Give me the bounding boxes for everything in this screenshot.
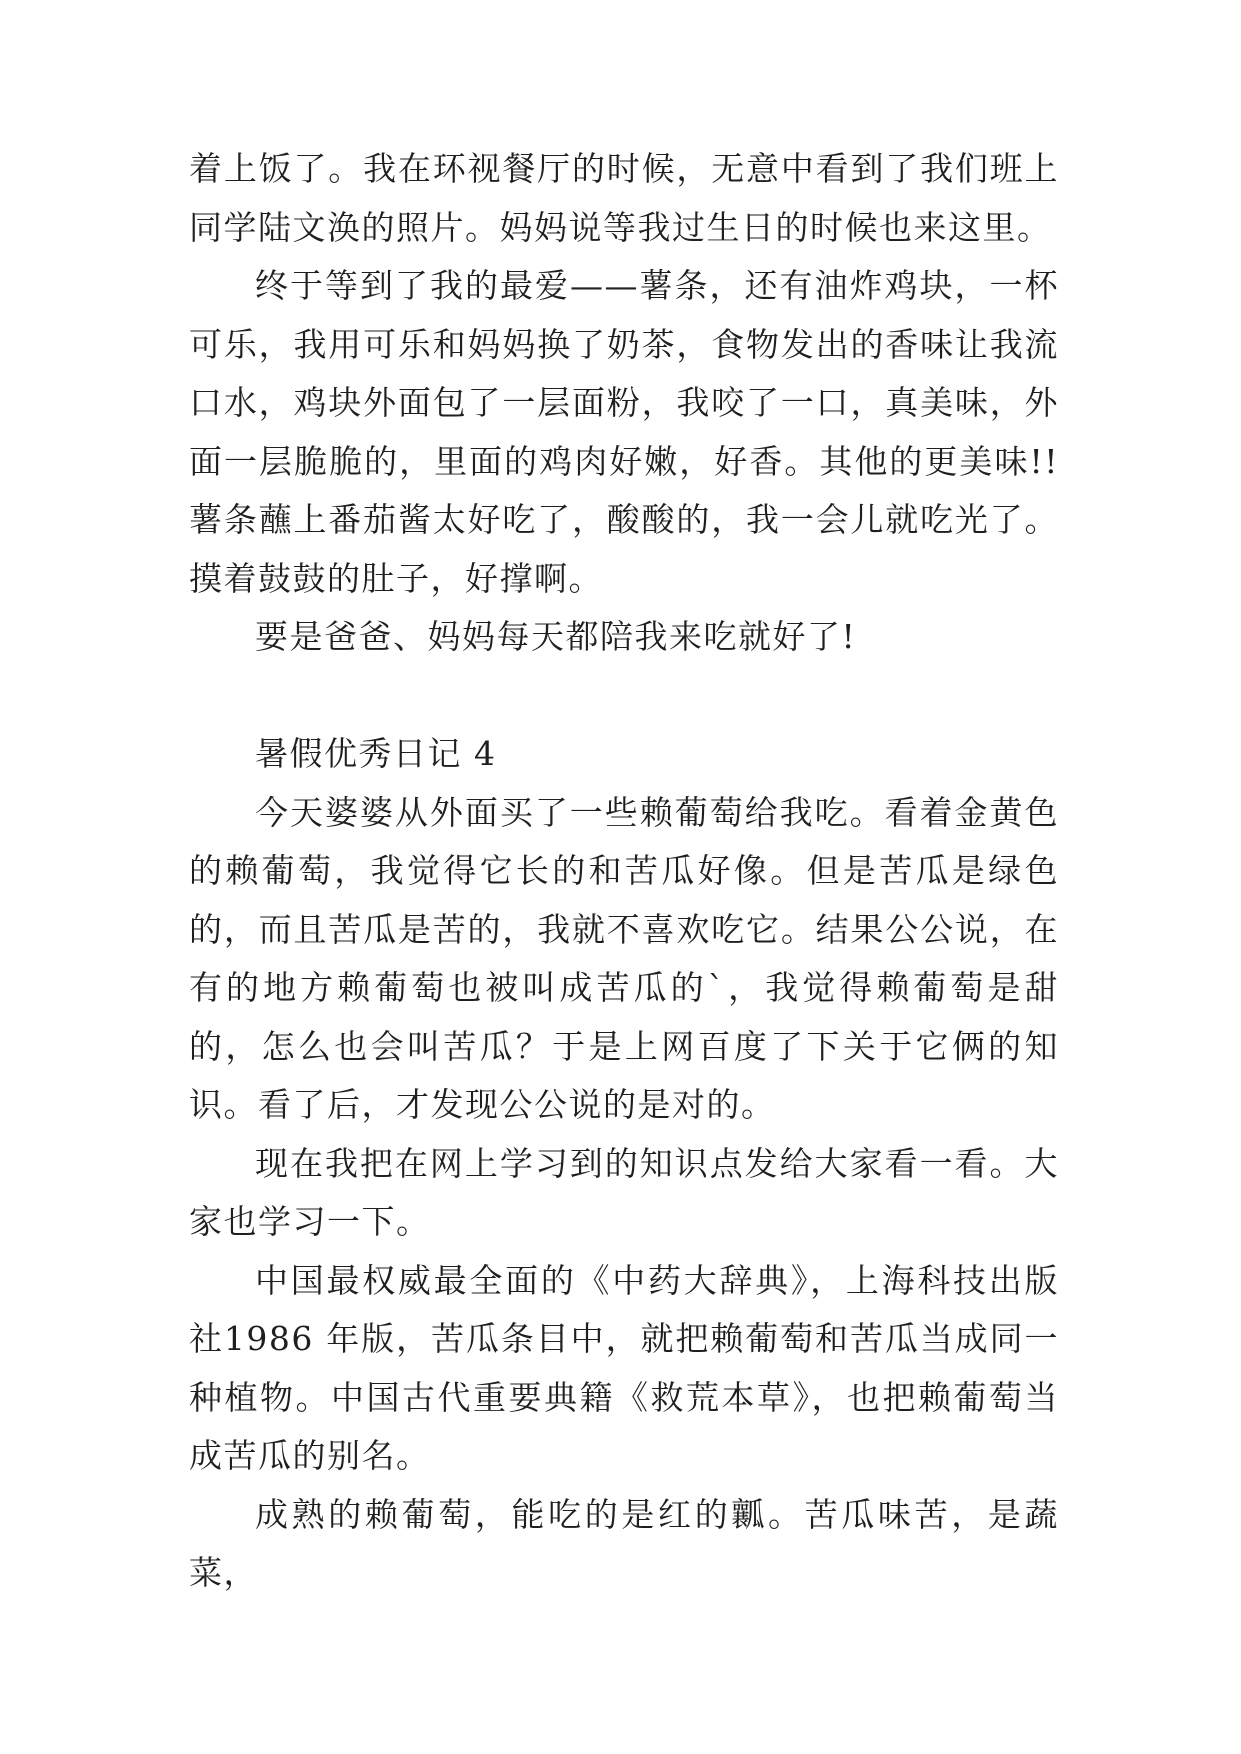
document-body xyxy=(189,140,1059,1603)
paragraph: 今天婆婆从外面买了一些赖葡萄给我吃。看着金黄色的赖葡萄，我觉得它长的和苦瓜好像。但是苦瓜是绿色的，而且苦瓜是苦的，我就不喜欢吃它。结果公公说，在有的地方赖葡萄也被叫成苦瓜的`，我觉得赖葡萄是甜的，怎么也会叫苦瓜？于是上网百度了下关于它俩的知识。看了后，才发现公公说的是对的。 xyxy=(189,792,1059,1124)
blank-line xyxy=(189,667,1059,726)
paragraph: 成熟的赖葡萄，能吃的是红的瓤。苦瓜味苦，是蔬菜， xyxy=(189,1494,1059,1592)
section-heading: 暑假优秀日记 4 xyxy=(255,734,497,773)
paragraph: 终于等到了我的最爱——薯条，还有油炸鸡块，一杯可乐，我用可乐和妈妈换了奶茶，食物发出的香味让我流口水，鸡块外面包了一层面粉，我咬了一口，真美味，外面一层脆脆的，里面的鸡肉好嫩，好香。其他的更美味!!薯条蘸上番茄酱太好吃了，酸酸的，我一会儿就吃光了。摸着鼓鼓的肚子，好撑啊。 xyxy=(189,266,1059,598)
paragraph: 现在我把在网上学习到的知识点发给大家看一看。大家也学习一下。 xyxy=(189,1143,1059,1241)
paragraph: 着上饭了。我在环视餐厅的时候，无意中看到了我们班上同学陆文涣的照片。妈妈说等我过生日的时候也来这里。 xyxy=(189,149,1059,247)
paragraph: 要是爸爸、妈妈每天都陪我来吃就好了! xyxy=(255,617,857,656)
paragraph: 中国最权威最全面的《中药大辞典》，上海科技出版社1986 年版，苦瓜条目中，就把赖葡萄和苦瓜当成同一种植物。中国古代重要典籍《救荒本草》，也把赖葡萄当成苦瓜的别名。 xyxy=(189,1260,1059,1475)
